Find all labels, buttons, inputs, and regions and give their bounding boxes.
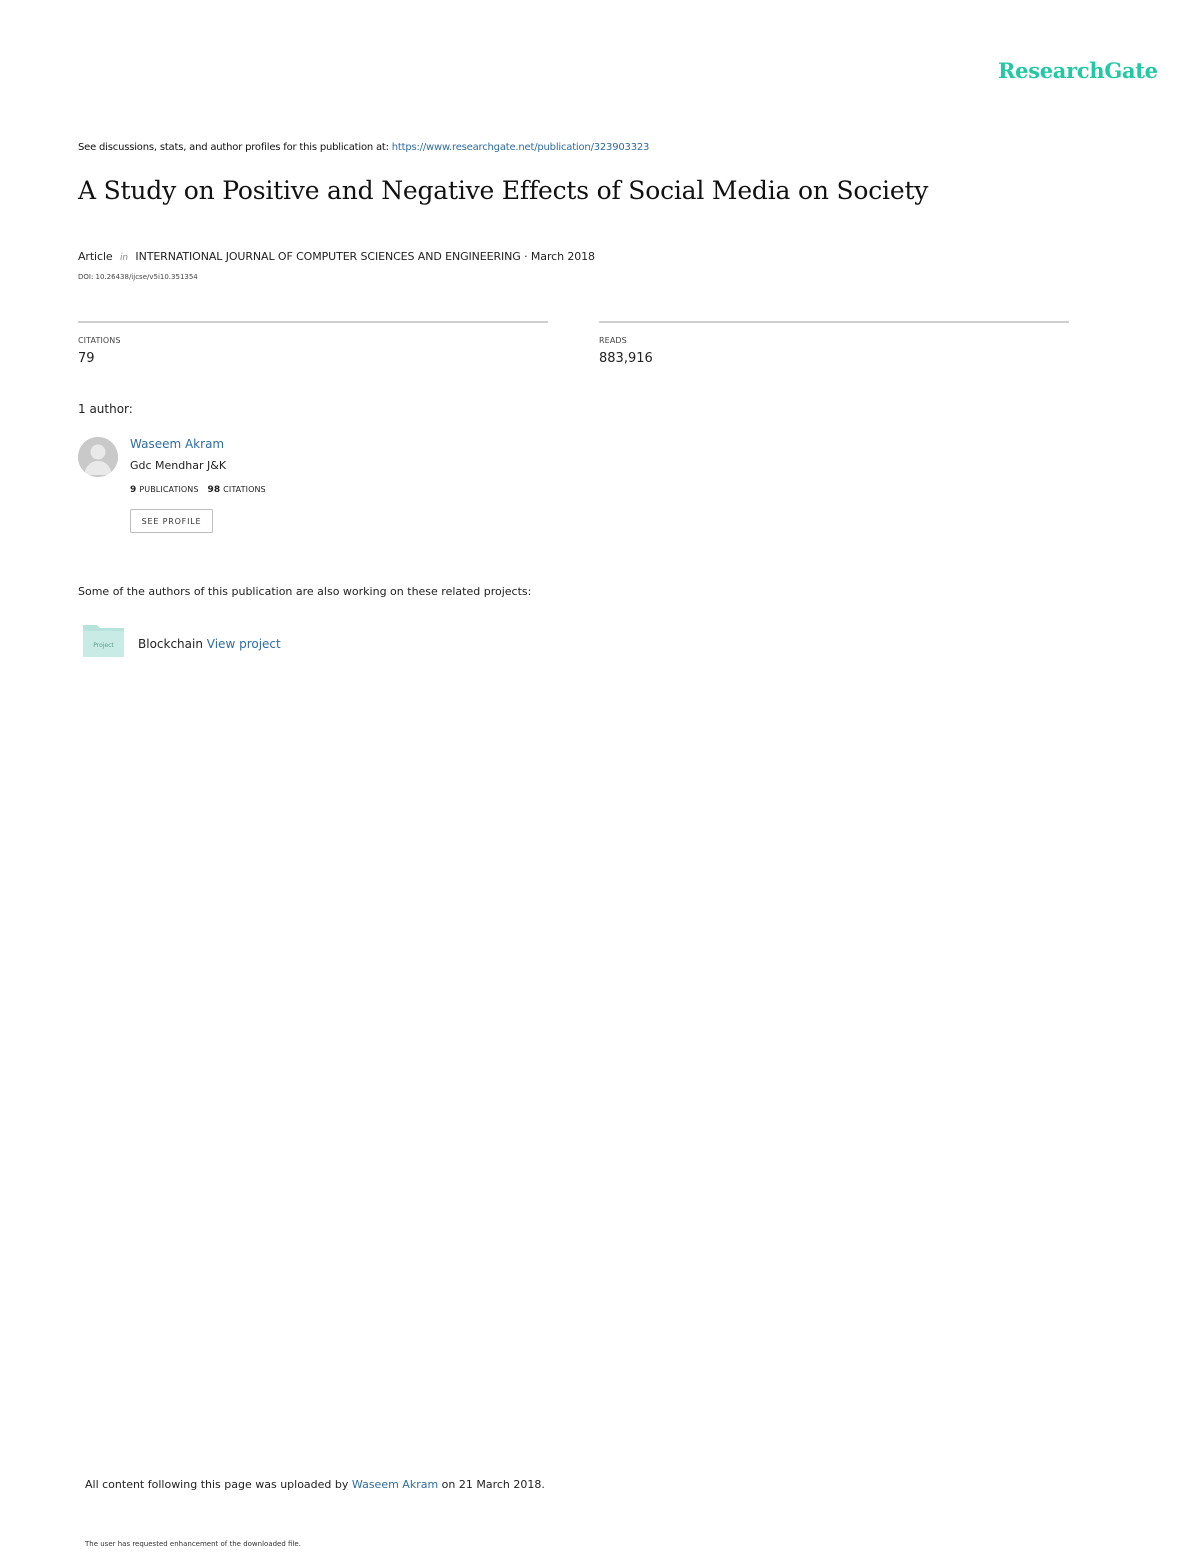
reads-value: 883,916 [599, 351, 653, 366]
author-publications-count: 9 [130, 485, 137, 495]
author-citations-label: CITATIONS [223, 485, 266, 494]
project-item [138, 637, 281, 651]
upload-notice [85, 1478, 545, 1491]
user-silhouette-icon [78, 437, 118, 477]
reads-divider [599, 321, 1069, 323]
project-name: Blockchain [138, 637, 203, 651]
upload-prefix: All content following this page was uploaded by [85, 1478, 352, 1491]
related-projects-intro: Some of the authors of this publication are also working on these related projects: [78, 585, 532, 598]
publication-venue-date: INTERNATIONAL JOURNAL OF COMPUTER SCIENCES AND ENGINEERING · March 2018 [135, 250, 595, 263]
citations-value: 79 [78, 351, 95, 366]
reads-label: READS [599, 336, 627, 345]
author-publications-label: PUBLICATIONS [139, 485, 199, 494]
upload-suffix: on 21 March 2018. [438, 1478, 545, 1491]
discussion-line [78, 142, 649, 153]
publication-meta [78, 250, 595, 263]
author-count: 1 author: [78, 402, 133, 416]
project-folder-icon[interactable] [82, 622, 125, 658]
publication-url-link[interactable]: https://www.researchgate.net/publication/323903323 [391, 142, 650, 153]
author-name-link[interactable]: Waseem Akram [130, 437, 225, 451]
avatar[interactable] [78, 437, 118, 477]
project-icon-label: Project [93, 642, 114, 649]
author-affiliation: Gdc Mendhar J&K [130, 459, 227, 472]
download-note: The user has requested enhancement of the downloaded file. [85, 1540, 301, 1548]
publication-title: A Study on Positive and Negative Effects of Social Media on Society [78, 176, 929, 205]
citations-label: CITATIONS [78, 336, 121, 345]
author-citations-count: 98 [207, 485, 221, 495]
researchgate-logo[interactable]: ResearchGate [998, 58, 1158, 83]
author-stats [130, 485, 266, 495]
publication-doi: DOI: 10.26438/ijcse/v5i10.351354 [78, 273, 198, 281]
view-project-link[interactable]: View project [206, 637, 281, 651]
citations-divider [78, 321, 548, 323]
publication-type: Article [78, 250, 113, 263]
access-marker: in [120, 253, 129, 263]
discussion-prefix: See discussions, stats, and author profiles for this publication at: [78, 142, 392, 153]
see-profile-button[interactable]: SEE PROFILE [130, 509, 213, 533]
uploader-link[interactable]: Waseem Akram [351, 1478, 439, 1491]
